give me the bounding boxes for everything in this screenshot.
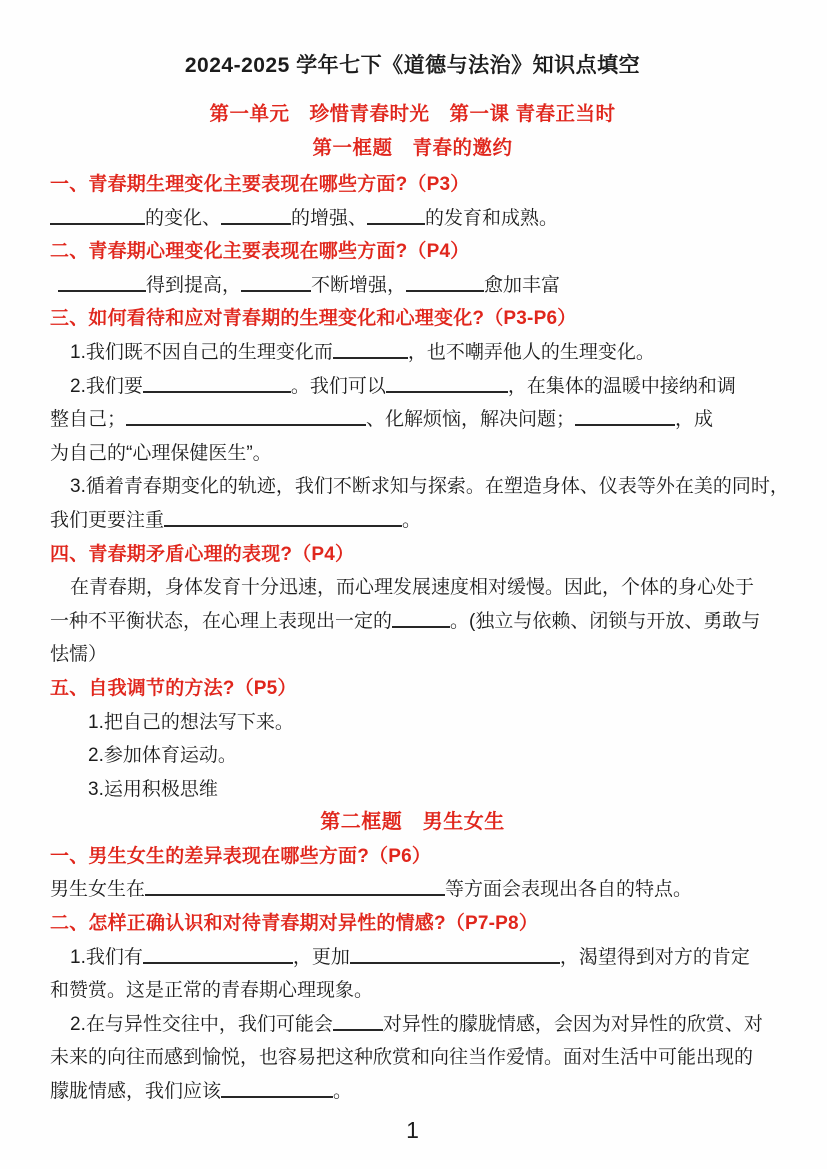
- text-run: 在青春期，身体发育十分迅速，而心理发展速度相对缓慢。因此，个体的身心处于: [70, 577, 755, 599]
- question-heading: 三、如何看待和应对青春期的生理变化和心理变化?（P3-P6）: [50, 308, 577, 330]
- text-line: [50, 1008, 775, 1042]
- question-heading: 四、青春期矛盾心理的表现?（P4）: [50, 543, 355, 565]
- text-line: [50, 638, 775, 672]
- question-heading: 一、青春期生理变化主要表现在哪些方面?（P3）: [50, 174, 470, 195]
- qa-lines: [50, 168, 789, 1109]
- text-run: ，成: [675, 409, 714, 431]
- text-run: 2.我们要: [70, 375, 143, 397]
- text-run: 男生女生在: [50, 879, 146, 901]
- text-run: 。我们可以: [290, 375, 386, 397]
- frame2-heading: 第二框题 男生女生: [320, 811, 505, 834]
- text-run: ，在集体的温暖中接纳和调: [507, 375, 736, 397]
- text-run: 的变化、: [145, 207, 222, 229]
- text-run: ，渴望得到对方的肯定: [559, 946, 750, 968]
- text-run: 。: [333, 1081, 353, 1103]
- text-line: [50, 403, 775, 437]
- text-run: 1.我们既不因自己的生理变化而: [70, 341, 333, 363]
- blank-underline: [143, 957, 293, 964]
- frame-heading: 第一框题 青春的邀约: [312, 137, 513, 159]
- blank-underline: [143, 386, 291, 393]
- question-heading: 一、男生女生的差异表现在哪些方面?（P6）: [50, 845, 432, 867]
- question-heading: 二、怎样正确认识和对待青春期对异性的情感?（P7-P8）: [50, 913, 539, 935]
- document-body: [50, 100, 789, 1109]
- text-run: 、化解烦恼，解决问题；: [366, 409, 576, 431]
- text-line: [50, 873, 775, 907]
- text-run: 未来的向往而感到愉悦，也容易把这种欣赏和向往当作爱情。面对生活中可能出现的: [50, 1047, 754, 1069]
- text-line: [50, 773, 775, 807]
- text-run: 1.我们有: [70, 946, 143, 968]
- text-run: 怯懦）: [50, 644, 108, 666]
- text-run: 2.参加体育运动。: [88, 745, 237, 767]
- blank-underline: [145, 889, 445, 896]
- blank-underline: [241, 285, 311, 292]
- text-run: 3.循着青春期变化的轨迹，我们不断求知与探索。在塑造身体、仪表等外在美的同时，: [70, 476, 789, 498]
- blank-underline: [58, 285, 146, 292]
- text-run: 为自己的“心理保健医生”。: [50, 442, 272, 464]
- text-line: [50, 706, 775, 740]
- text-run: ，也不嘲弄他人的生理变化。: [407, 341, 655, 363]
- text-line: [50, 974, 775, 1008]
- text-line: [50, 202, 775, 236]
- text-run: 2.在与异性交往中，我们可能会: [70, 1013, 333, 1035]
- text-run: 对异性的朦胧情感，会因为对异性的欣赏、对: [382, 1013, 763, 1035]
- text-line: [50, 941, 775, 975]
- question-heading: 二、青春期心理变化主要表现在哪些方面?（P4）: [50, 241, 470, 263]
- text-run: 。: [402, 509, 422, 531]
- text-run: 的发育和成熟。: [425, 207, 559, 229]
- text-line: [50, 336, 775, 370]
- text-line: [50, 739, 775, 773]
- text-run: 我们更要注重: [50, 509, 165, 531]
- text-run: 不断增强，: [311, 274, 407, 296]
- text-line: [50, 1041, 775, 1075]
- text-line: [50, 605, 775, 639]
- text-run: 得到提高，: [146, 274, 242, 296]
- text-run: 的增强、: [291, 207, 368, 229]
- blank-underline: [575, 419, 675, 426]
- text-run: 一种不平衡状态，在心理上表现出一定的: [50, 610, 393, 632]
- question-heading: 五、自我调节的方法?（P5）: [50, 677, 297, 699]
- text-line: [50, 470, 789, 504]
- text-line: [50, 1075, 775, 1109]
- text-run: 和赞赏。这是正常的青春期心理现象。: [50, 980, 374, 1002]
- blank-underline: [386, 386, 508, 393]
- blank-underline: [221, 1091, 333, 1098]
- text-run: 整自己；: [50, 409, 127, 431]
- blank-underline: [350, 957, 560, 964]
- text-line: [50, 269, 775, 303]
- blank-underline: [367, 218, 425, 225]
- text-line: [50, 571, 775, 605]
- text-run: 愈加丰富: [484, 274, 561, 296]
- text-line: [50, 504, 775, 538]
- text-run: 1.把自己的想法写下来。: [88, 711, 294, 733]
- text-run: 等方面会表现出各自的特点。: [445, 879, 693, 901]
- text-run: 3.运用积极思维: [88, 778, 218, 800]
- blank-underline: [164, 520, 402, 527]
- text-run: 。(独立与依赖、闭锁与开放、勇敢与: [450, 610, 761, 632]
- text-line: [50, 437, 775, 471]
- blank-underline: [392, 621, 450, 628]
- blank-underline: [406, 285, 484, 292]
- blank-underline: [333, 1024, 383, 1031]
- text-run: 朦胧情感，我们应该: [50, 1081, 222, 1103]
- blank-underline: [333, 352, 408, 359]
- blank-underline: [221, 218, 291, 225]
- blank-underline: [126, 419, 366, 426]
- text-run: ，更加: [292, 946, 350, 968]
- doc-title: 2024-2025 学年七下《道德与法治》知识点填空: [184, 54, 641, 77]
- text-line: [50, 370, 775, 404]
- blank-underline: [50, 218, 145, 225]
- unit-heading: 第一单元 珍惜青春时光 第一课 青春正当时: [209, 103, 616, 125]
- page-number: 1: [406, 1116, 419, 1143]
